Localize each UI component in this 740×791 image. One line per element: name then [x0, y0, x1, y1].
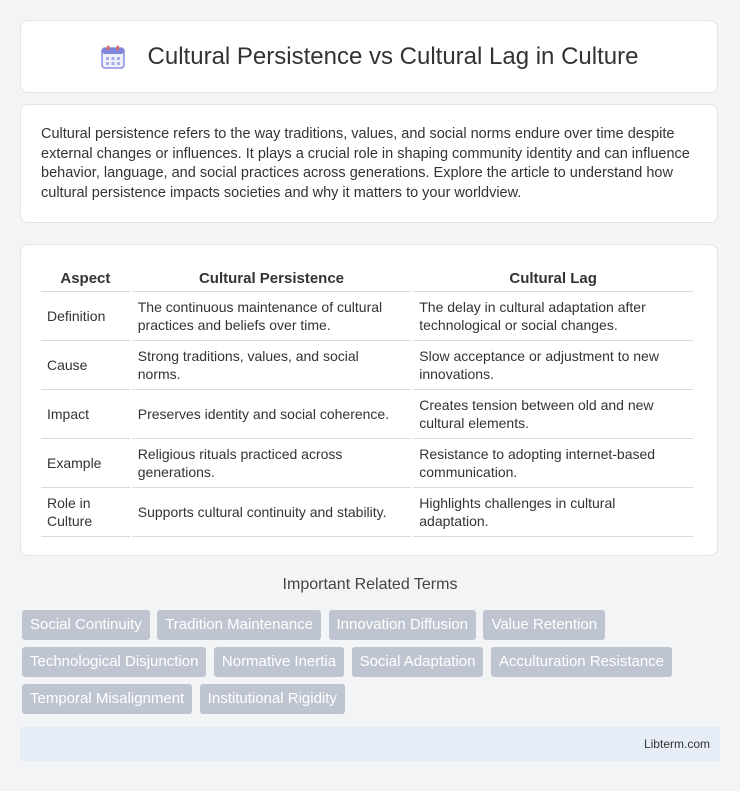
- column-header-persistence: Cultural Persistence: [132, 265, 412, 292]
- cell-lag: Creates tension between old and new cultural elements.: [413, 390, 693, 439]
- cell-aspect: Definition: [41, 292, 130, 341]
- term-tag[interactable]: Social Continuity: [22, 610, 150, 640]
- table-header-row: [41, 265, 693, 292]
- related-terms-heading: Important Related Terms: [282, 576, 458, 593]
- header-card: [20, 20, 718, 93]
- calendar-icon: [100, 44, 126, 70]
- table-row: [41, 488, 693, 537]
- comparison-table: [39, 265, 695, 537]
- cell-persistence: Strong traditions, values, and social norms.: [132, 341, 412, 390]
- cell-aspect: Cause: [41, 341, 130, 390]
- term-tag[interactable]: Institutional Rigidity: [200, 684, 345, 714]
- footer: [20, 727, 720, 761]
- cell-lag: Highlights challenges in cultural adaptation.: [413, 488, 693, 537]
- cell-lag: Resistance to adopting internet-based communication.: [413, 439, 693, 488]
- table-row: [41, 439, 693, 488]
- table-row: [41, 390, 693, 439]
- term-tag[interactable]: Technological Disjunction: [22, 647, 206, 677]
- cell-aspect: Example: [41, 439, 130, 488]
- cell-persistence: Supports cultural continuity and stability.: [132, 488, 412, 537]
- table-row: [41, 292, 693, 341]
- term-tag[interactable]: Acculturation Resistance: [491, 647, 672, 677]
- term-tag[interactable]: Innovation Diffusion: [329, 610, 476, 640]
- column-header-lag: Cultural Lag: [413, 265, 693, 292]
- cell-aspect: Impact: [41, 390, 130, 439]
- cell-lag: The delay in cultural adaptation after technological or social changes.: [413, 292, 693, 341]
- footer-site-link[interactable]: Libterm.com: [643, 737, 710, 751]
- term-tag[interactable]: Normative Inertia: [214, 647, 344, 677]
- term-tag[interactable]: Temporal Misalignment: [22, 684, 192, 714]
- cell-persistence: The continuous maintenance of cultural practices and beliefs over time.: [132, 292, 412, 341]
- comparison-table-card: [20, 244, 718, 556]
- cell-persistence: Preserves identity and social coherence.: [132, 390, 412, 439]
- cell-persistence: Religious rituals practiced across generations.: [132, 439, 412, 488]
- cell-lag: Slow acceptance or adjustment to new innovations.: [413, 341, 693, 390]
- term-tag[interactable]: Tradition Maintenance: [157, 610, 321, 640]
- intro-text: Cultural persistence refers to the way traditions, values, and social norms endure over time despite external changes or influences. It plays a crucial role in shaping community identity and can influence behavior, language, and social practices across generations. Explore the article to understand how cultural persistence impacts societies and why it matters to your worldview.: [41, 126, 690, 201]
- column-header-aspect: Aspect: [41, 265, 130, 292]
- page-title: Cultural Persistence vs Cultural Lag in Culture: [147, 42, 639, 70]
- term-tag[interactable]: Value Retention: [483, 610, 605, 640]
- intro-card: [20, 104, 718, 223]
- related-terms-list: [22, 610, 722, 721]
- term-tag[interactable]: Social Adaptation: [352, 647, 484, 677]
- cell-aspect: Role in Culture: [41, 488, 130, 537]
- table-row: [41, 341, 693, 390]
